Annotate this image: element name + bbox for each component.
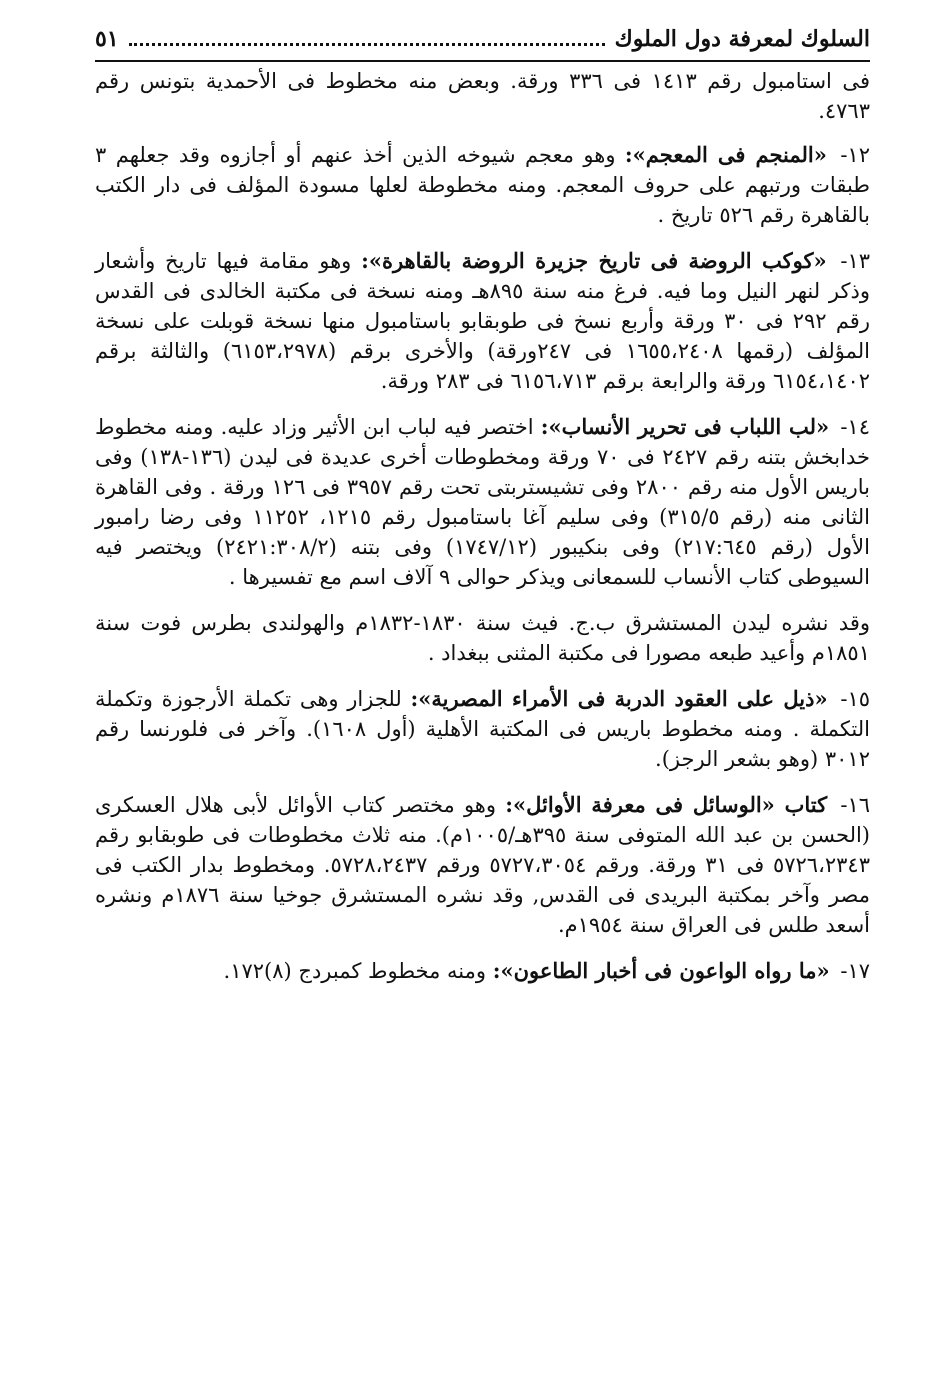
entry-text: للجزار وهى تكملة الأرجوزة وتكملة التكملة . ومنه مخطوط باريس فى المكتبة الأهلية (أول ١٦٠٨). وآخر فى فلورنسا رقم ٣٠١٢ (وهو بشعر الرجز). bbox=[95, 687, 870, 771]
entry-title: «ذيل على العقود الدربة فى الأمراء المصرية»: bbox=[410, 686, 828, 711]
entry-number: ١٥- bbox=[840, 687, 870, 711]
entry-16 bbox=[95, 790, 870, 940]
entry-number: ١٤- bbox=[840, 415, 870, 439]
entry-title: «المنجم فى المعجم»: bbox=[624, 142, 827, 167]
entry-15 bbox=[95, 684, 870, 774]
entry-number: ١٦- bbox=[840, 793, 870, 817]
entry-text: وهو مختصر كتاب الأوائل لأبى هلال العسكرى (الحسن بن عبد الله المتوفى سنة ٣٩٥هـ/١٠٠٥م). منه ثلاث مخطوطات فى طوبقابو رقم ٥٧٢٦،٢٣٤٣ فى ٣١ ورقة. ورقم ٥٧٢٧،٣٠٥٤ ورقم ٥٧٢٨،٢٤٣٧. ومخطوط بدار الكتب فى مصر وآخر بمكتبة البريدى فى القدس, وقد نشره المستشرق جوخيا سنة ١٨٧٦م ونشره أسعد طلس فى العراق سنة ١٩٥٤م. bbox=[95, 793, 870, 937]
entry-number: ١٢- bbox=[840, 143, 870, 167]
entry-title: «ما رواه الواعون فى أخبار الطاعون»: bbox=[492, 958, 830, 983]
paragraph-continuation bbox=[95, 66, 870, 126]
entry-title: كتاب «الوسائل فى معرفة الأوائل»: bbox=[505, 792, 828, 817]
page-number: ٥١ bbox=[95, 26, 119, 52]
entry-text: اختصر فيه لباب ابن الأثير وزاد عليه. ومنه مخطوط خدابخش بتنه رقم ٢٤٢٧ فى ٧٠ ورقة ومخطوطات أخرى عديدة فى ليدن (١٣٦-١٣٨) وفى باريس الأول منه رقم ٢٨٠٠ وفى تشيستربتى تحت رقم ٣٩٥٧ فى ١٢٦ ورقة . وفى القاهرة الثانى منه (رقم ٣١٥/٥) وفى سليم آغا باستامبول رقم ١٢١٥، ١١٢٥٢ وفى رضا رامبور الأول (رقم ٢١٧:٦٤٥) وفى بنكيبور (١٧٤٧/١٢) وفى بتنه (٢٤٢١:٣٠٨/٢) ويختصر فيه السيوطى كتاب الأنساب للسمعانى ويذكر حوالى ٩ آلاف اسم مع تفسيرها . bbox=[95, 415, 871, 589]
paragraph-publication-note bbox=[95, 608, 870, 668]
entry-12 bbox=[95, 140, 870, 230]
paragraph-text: وقد نشره ليدن المستشرق ب.ج. فيث سنة ١٨٣٠-١٨٣٢م والهولندى بطرس فوت سنة ١٨٥١م وأعيد طبعه مصورا فى مكتبة المثنى ببغداد . bbox=[95, 611, 870, 665]
running-header bbox=[95, 24, 870, 62]
entry-title: «كوكب الروضة فى تاريخ جزيرة الروضة بالقاهرة»: bbox=[361, 248, 827, 273]
entry-number: ١٣- bbox=[840, 249, 870, 273]
entry-number: ١٧- bbox=[840, 959, 870, 983]
paragraph-text: فى استامبول رقم ١٤١٣ فى ٣٣٦ ورقة. وبعض منه مخطوط فى الأحمدية بتونس رقم ٤٧٦٣. bbox=[95, 69, 870, 123]
entry-text: ومنه مخطوط كمبردج (٨)١٧٢. bbox=[223, 959, 487, 983]
entry-14 bbox=[95, 412, 870, 592]
leader-dots bbox=[129, 27, 605, 46]
entry-text: وهو مقامة فيها تاريخ وأشعار وذكر لنهر النيل وما فيه. فرغ منه سنة ٨٩٥هـ ومنه نسخة فى مكتبة الخالدى فى القدس رقم ٢٩٢ فى ٣٠ ورقة وأربع نسخ فى طوبقابو باستامبول منها نسخة قوبلت على نسخة المؤلف (رقمها ١٦٥٥،٢٤٠٨ فى ٢٤٧ورقة) والأخرى برقم (٦١٥٣،٢٩٧٨) والثالثة برقم ٦١٥٤،١٤٠٢ ورقة والرابعة برقم ٦١٥٦،٧١٣ فى ٢٨٣ ورقة. bbox=[95, 249, 870, 393]
running-title: السلوك لمعرفة دول الملوك bbox=[614, 26, 870, 52]
entry-17 bbox=[95, 956, 870, 986]
entry-13 bbox=[95, 246, 870, 396]
entry-title: «لب اللباب فى تحرير الأنساب»: bbox=[540, 414, 830, 439]
entry-text: وهو معجم شيوخه الذين أخذ عنهم أو أجازوه وقد جعلهم ٣ طبقات ورتبهم على حروف المعجم. ومنه مخطوطة لعلها مسودة المؤلف فى دار الكتب بالقاهرة رقم ٥٢٦ تاريخ . bbox=[95, 143, 870, 227]
book-page bbox=[95, 24, 870, 1002]
